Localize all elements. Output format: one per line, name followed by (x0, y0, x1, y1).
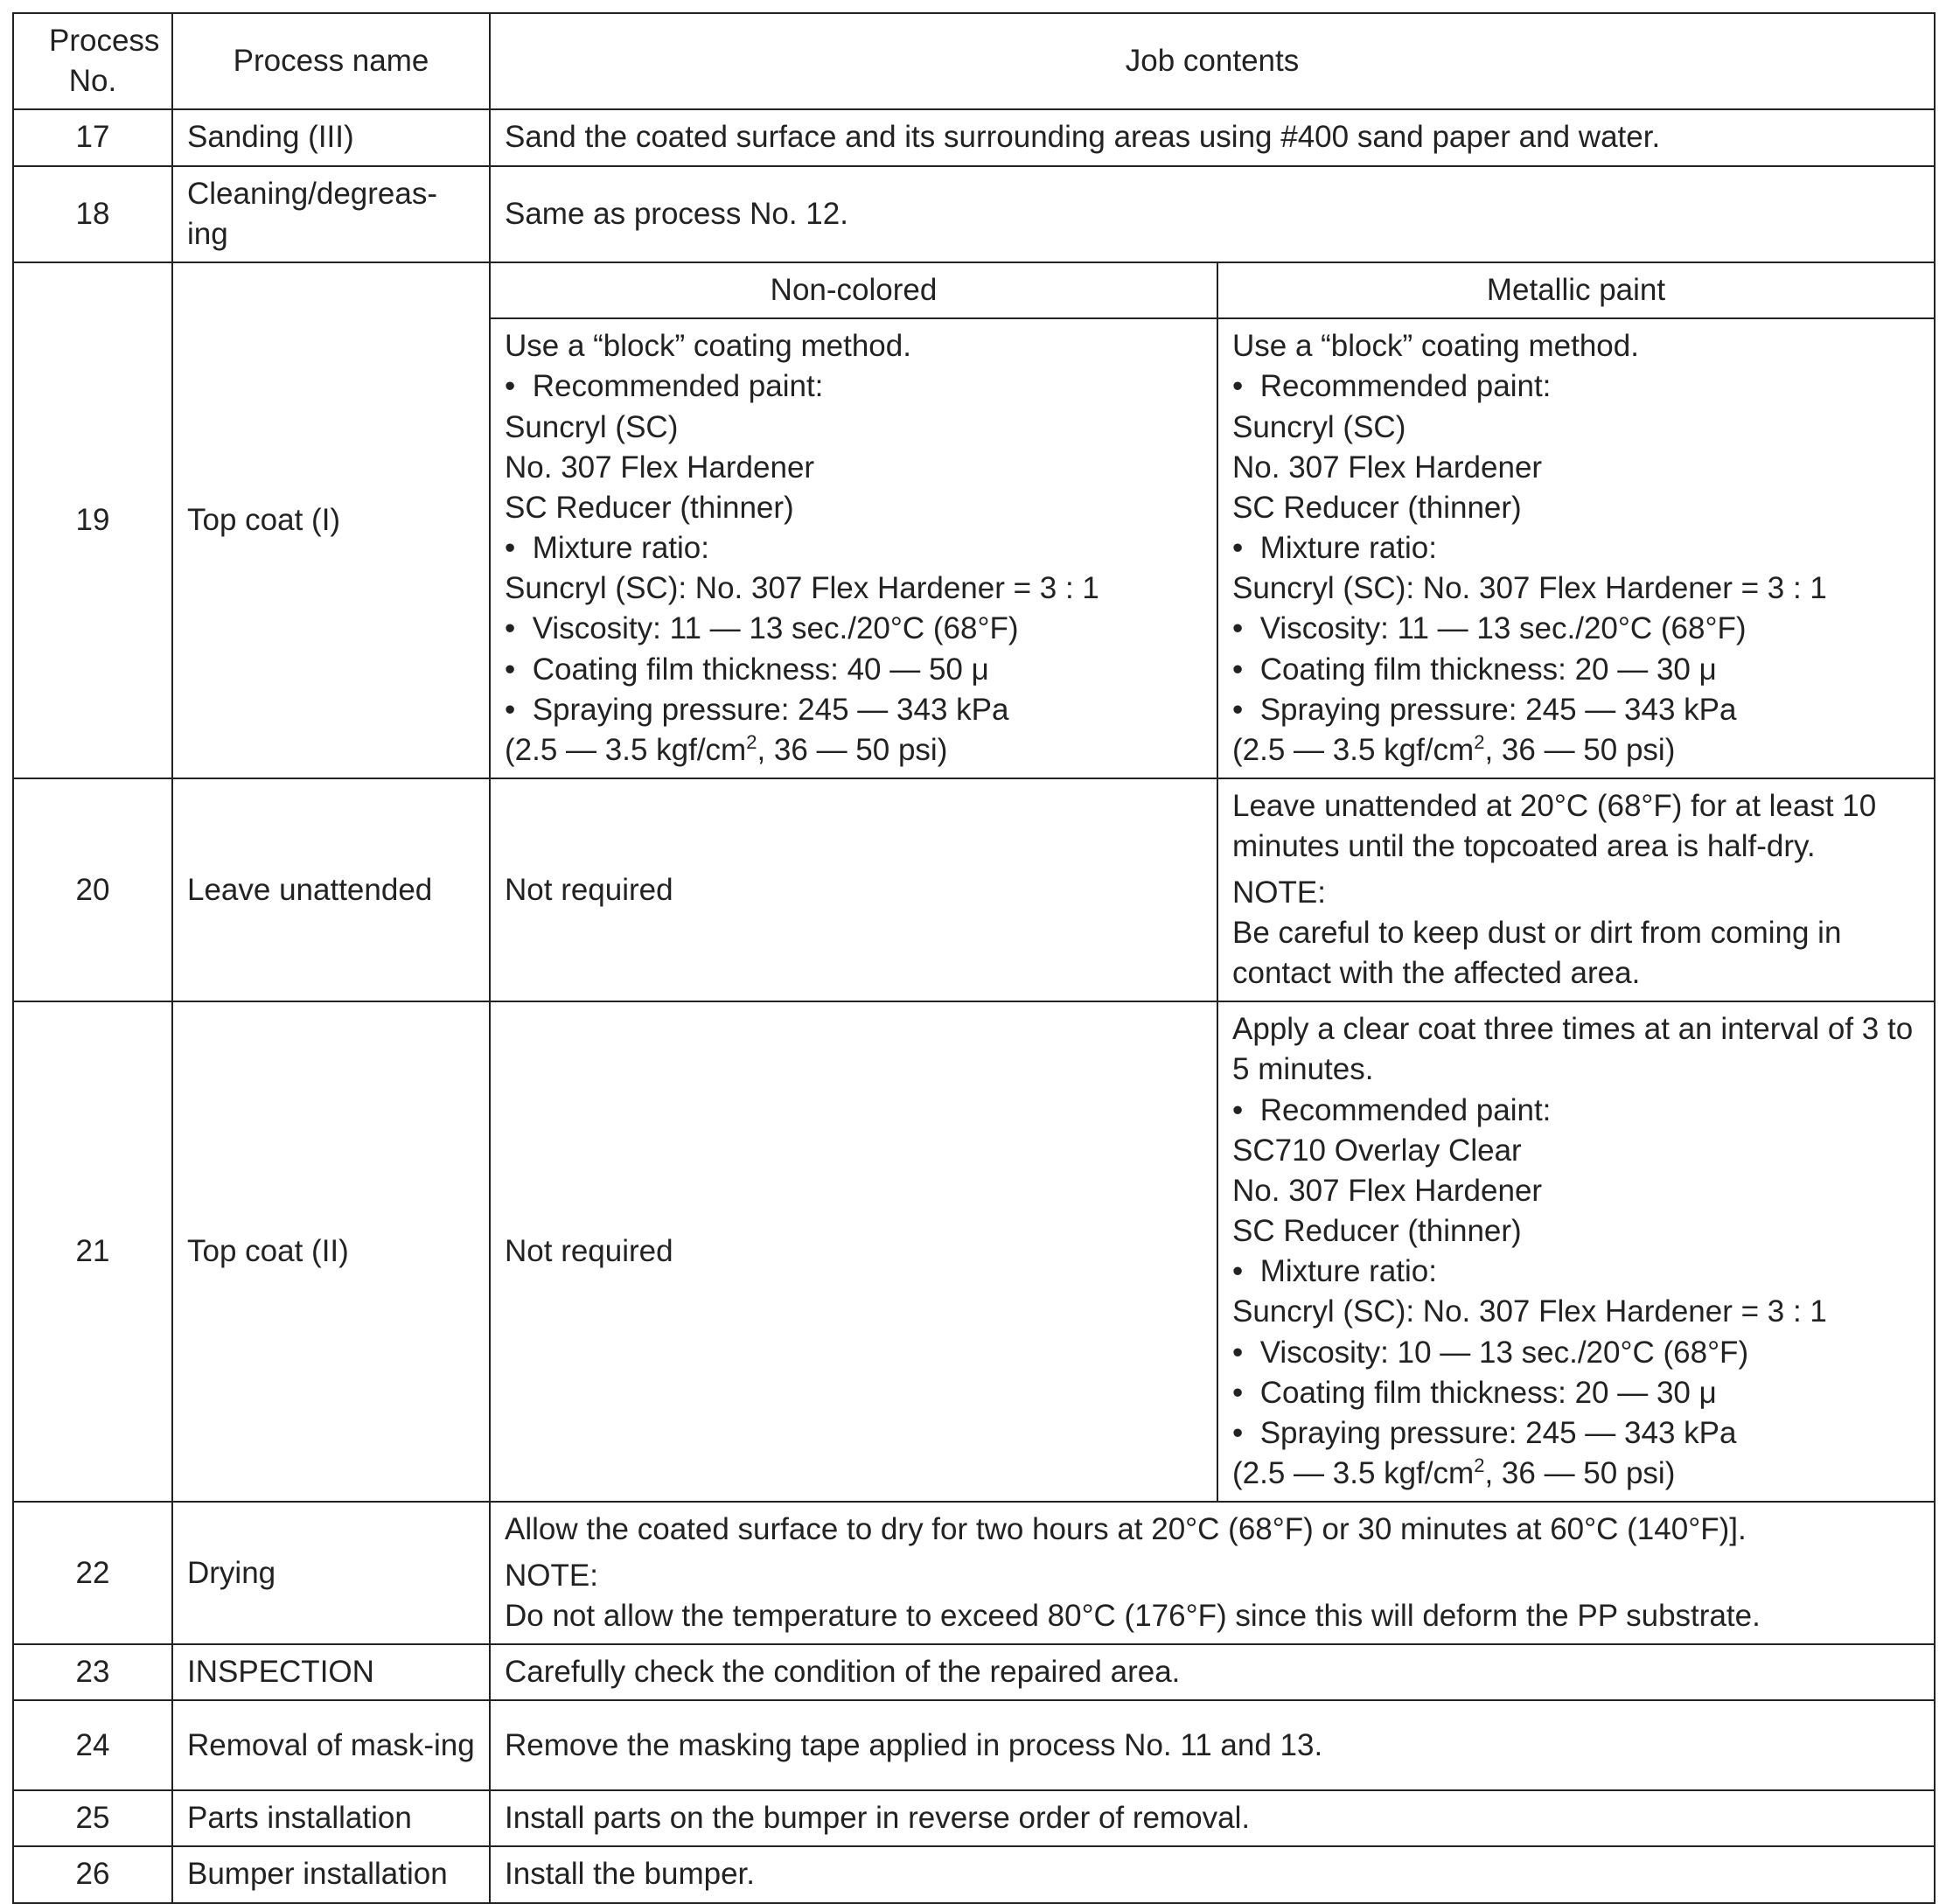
job-non-colored: Not required (490, 778, 1217, 1001)
process-name: Leave unattended (172, 778, 490, 1001)
table-row (13, 1846, 1935, 1902)
process-no: 22 (13, 1502, 172, 1644)
table-row (13, 1502, 1935, 1644)
process-no: 18 (13, 166, 172, 262)
process-name: INSPECTION (172, 1644, 490, 1700)
procedure-table (12, 12, 1936, 1904)
job-contents: Allow the coated surface to dry for two hours at 20°C (68°F) or 30 minutes at 60°C (140°F)]. NOTE: Do not allow the temperature to exceed 80°C (176°F) since this will deform the PP substrate. (490, 1502, 1935, 1644)
job-metallic: Use a “block” coating method. • Recommended paint: Suncryl (SC) No. 307 Flex Hardener SC Reducer (thinner) • Mixture ratio: Suncryl (SC): No. 307 Flex Hardener = 3 : 1 • Viscosity: 11 — 13 sec./20°C (68°F) • Coating film thickness: 20 — 30 μ • Spraying pressure: 245 — 343 kPa (2.5 — 3.5 kgf/$cm^2$, 36 — 50 psi) (1217, 318, 1935, 778)
table-row (13, 109, 1935, 165)
process-no: 26 (13, 1846, 172, 1902)
table-row (13, 1001, 1935, 1502)
table-row (13, 1644, 1935, 1700)
process-no: 20 (13, 778, 172, 1001)
process-name: Top coat (I) (172, 262, 490, 778)
process-no: 17 (13, 109, 172, 165)
process-name: Bumper installation (172, 1846, 490, 1902)
job-contents: Install parts on the bumper in reverse order of removal. (490, 1790, 1935, 1846)
table-row (13, 166, 1935, 262)
process-name: Removal of mask-ing (172, 1700, 490, 1790)
header-process-no: Process No. (13, 13, 172, 109)
process-no: 24 (13, 1700, 172, 1790)
header-job-contents: Job contents (490, 13, 1935, 109)
header-row (13, 13, 1935, 109)
header-process-name: Process name (172, 13, 490, 109)
process-no: 21 (13, 1001, 172, 1502)
job-contents: Same as process No. 12. (490, 166, 1935, 262)
job-contents: Sand the coated surface and its surrounding areas using #400 sand paper and water. (490, 109, 1935, 165)
process-no: 23 (13, 1644, 172, 1700)
table-row (13, 1700, 1935, 1790)
process-name: Parts installation (172, 1790, 490, 1846)
job-contents: Install the bumper. (490, 1846, 1935, 1902)
process-no: 19 (13, 262, 172, 778)
job-metallic: Leave unattended at 20°C (68°F) for at least 10 minutes until the topcoated area is half-dry. NOTE: Be careful to keep dust or dirt from coming in contact with the affected area. (1217, 778, 1935, 1001)
job-non-colored: Use a “block” coating method. • Recommended paint: Suncryl (SC) No. 307 Flex Hardener SC Reducer (thinner) • Mixture ratio: Suncryl (SC): No. 307 Flex Hardener = 3 : 1 • Viscosity: 11 — 13 sec./20°C (68°F) • Coating film thickness: 40 — 50 μ • Spraying pressure: 245 — 343 kPa (2.5 — 3.5 kgf/$cm^2$, 36 — 50 psi) (490, 318, 1217, 778)
job-contents: Carefully check the condition of the repaired area. (490, 1644, 1935, 1700)
process-name: Drying (172, 1502, 490, 1644)
subheader-non-colored: Non-colored (490, 262, 1217, 318)
job-metallic: Apply a clear coat three times at an interval of 3 to 5 minutes. • Recommended paint: SC710 Overlay Clear No. 307 Flex Hardener SC Reducer (thinner) • Mixture ratio: Suncryl (SC): No. 307 Flex Hardener = 3 : 1 • Viscosity: 10 — 13 sec./20°C (68°F) • Coating film thickness: 20 — 30 μ • Spraying pressure: 245 — 343 kPa (2.5 — 3.5 kgf/$cm^2$, 36 — 50 psi) (1217, 1001, 1935, 1502)
process-name: Top coat (II) (172, 1001, 490, 1502)
subheader-metallic: Metallic paint (1217, 262, 1935, 318)
job-contents: Remove the masking tape applied in process No. 11 and 13. (490, 1700, 1935, 1790)
process-name: Cleaning/degreas-ing (172, 166, 490, 262)
table-row (13, 1790, 1935, 1846)
table-row (13, 262, 1935, 318)
table-row (13, 778, 1935, 1001)
job-non-colored: Not required (490, 1001, 1217, 1502)
process-no: 25 (13, 1790, 172, 1846)
process-name: Sanding (III) (172, 109, 490, 165)
